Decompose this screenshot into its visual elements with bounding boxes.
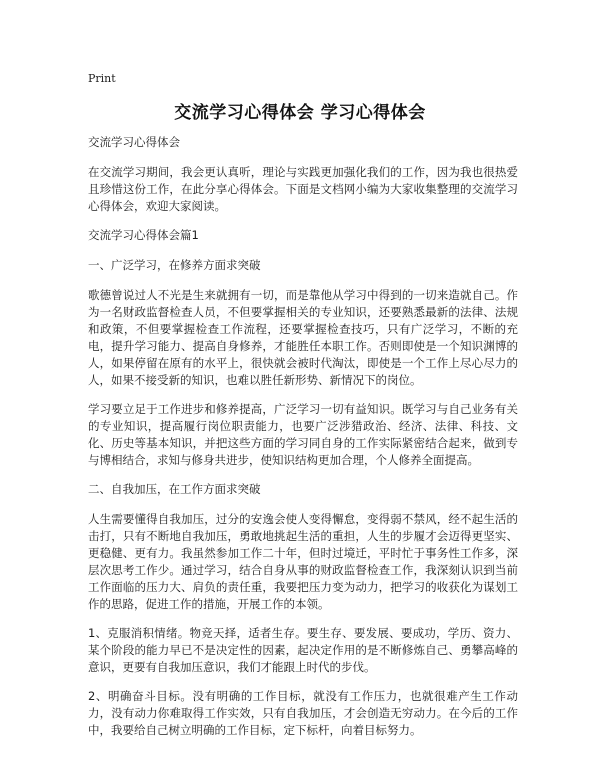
paragraph-3: 人生需要懂得自我加压，过分的安逸会使人变得懈怠，变得弱不禁风，经不起生活的击打，只有不断地自我加压，勇敢地挑起生活的重担，人生的步履才会迈得更坚实、更稳健、更有力。我虽然参加工作二十年，但时过境迁，平时忙于事务性工作多，深层次思考工作少。通过学习，结合自身从事的财政监督检查工作，我深刻认识到当前工作面临的压力大、肩负的责任重，我要把压力变为动力，把学习的收获化为谋划工作的思路，促进工作的措施，开展工作的本领。 <box>88 512 518 611</box>
subsection-heading-1: 一、广泛学习，在修养方面求突破 <box>88 258 261 272</box>
intro-paragraph: 在交流学习期间，我会更认真听，理论与实践更加强化我们的工作，因为我也很热爱且珍惜这份工作，在此分享心得体会。下面是文档网小编为大家收集整理的交流学习心得体会，欢迎大家阅读。 <box>88 165 518 213</box>
paragraph-1: 歌德曾说过人不光是生来就拥有一切，而是靠他从学习中得到的一切来造就自己。作为一名财政监督检查人员，不但要掌握相关的专业知识，还要熟悉最新的法律、法规和政策，不但要掌握检查工作流程，还要掌握检查技巧，只有广泛学习，不断的充电，提升学习能力、提高自身修养，才能胜任本职工作。否则即使是一个知识渊博的人，如果停留在原有的水平上，很快就会被时代淘汰，即使是一个工作上尽心尽力的人，如果不接受新的知识，也难以胜任新形势、新情况下的岗位。 <box>88 288 518 387</box>
print-label[interactable]: Print <box>88 72 116 85</box>
document-body <box>88 134 518 751</box>
paragraph-2: 学习要立足于工作进步和修养提高，广泛学习一切有益知识。既学习与自己业务有关的专业知识，提高履行岗位职责能力，也要广泛涉猎政治、经济、法律、科技、文化、历史等基本知识，并把这些方面的学习同自身的工作实际紧密结合起来，做到专与博相结合，求知与修身共进步，使知识结构更加合理，个人修养全面提高。 <box>88 402 518 467</box>
list-item-2: 2、明确奋斗目标。没有明确的工作目标，就没有工作压力，也就很难产生工作动力，没有动力你难取得工作实效，只有自我加压，才会创造无穷动力。在今后的工作中，我要给自己树立明确的工作目标，定下标杆，向着目标努力。 <box>88 689 518 737</box>
page-title: 交流学习心得体会 学习心得体会 <box>174 103 426 123</box>
subsection-heading-2: 二、自我加压，在工作方面求突破 <box>88 482 261 496</box>
section-title: 交流学习心得体会篇1 <box>88 228 199 242</box>
list-item-1: 1、克服消积情绪。物竞天择，适者生存。要生存、要发展、要成功，学历、资力、某个阶段的能力早已不是决定性的因素，起决定作用的是不断修炼自己、勇攀高峰的意识，更要有自我加压意识，我们才能跟上时代的步伐。 <box>88 626 518 674</box>
intro-heading: 交流学习心得体会 <box>88 135 180 149</box>
